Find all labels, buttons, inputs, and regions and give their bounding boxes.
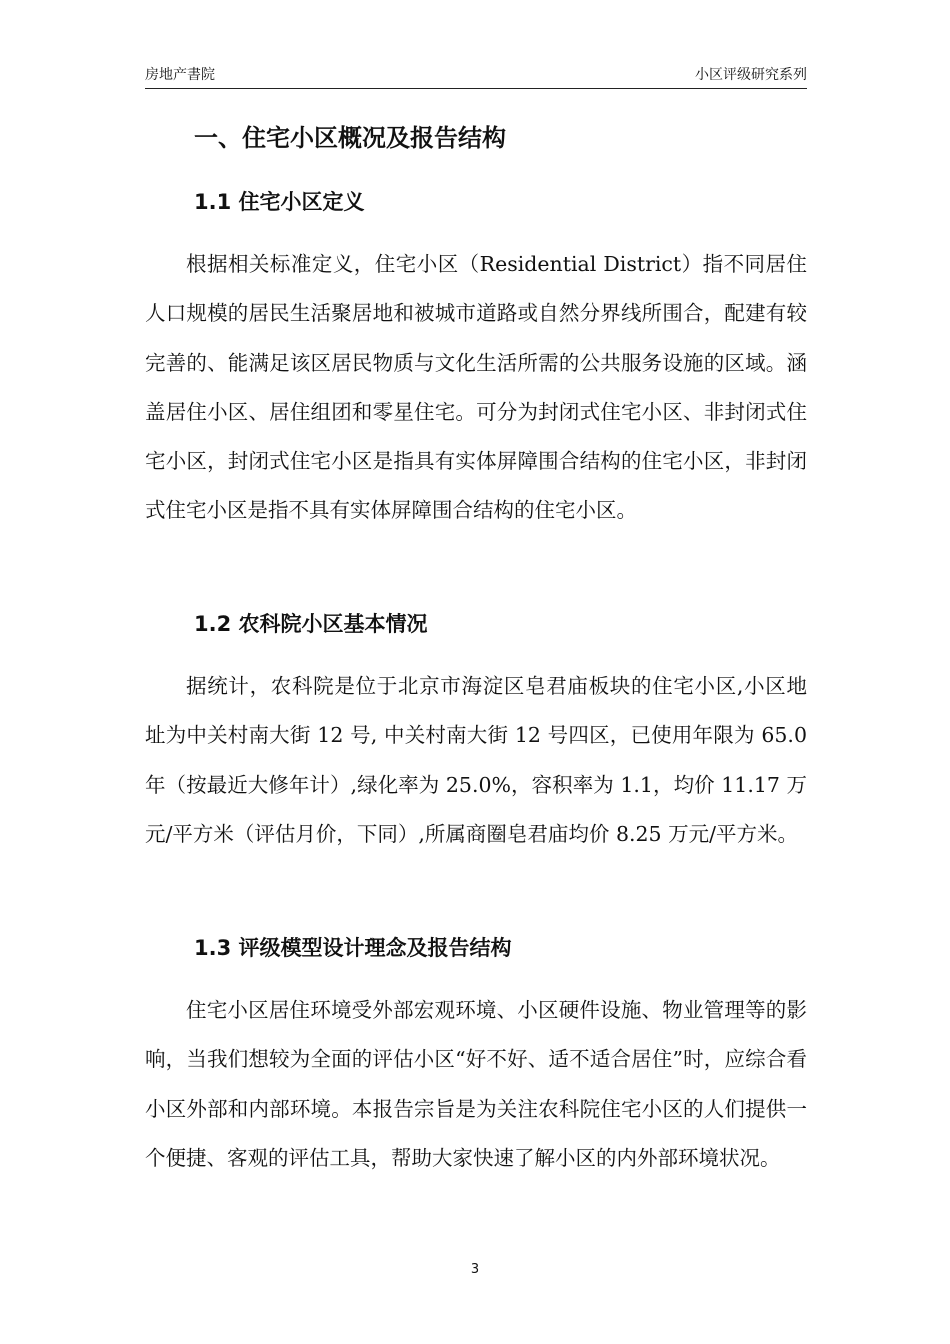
paragraph-1-1: 根据相关标准定义，住宅小区（Residential District）指不同居住人口规模的居民生活聚居地和被城市道路或自然分界线所围合，配建有较完善的、能满足该区居民物质与文化生活所需的公共服务设施的区域。涵盖居住小区、居住组团和零星住宅。可分为封闭式住宅小区、非封闭式住宅小区，封闭式住宅小区是指具有实体屏障围合结构的住宅小区，非封闭式住宅小区是指不具有实体屏障围合结构的住宅小区。 (145, 252, 807, 523)
subsection-heading-1-1: 1.1 住宅小区定义 (194, 190, 365, 214)
subsection-heading-1-2: 1.2 农科院小区基本情况 (194, 612, 428, 636)
paragraph-1-3: 住宅小区居住环境受外部宏观环境、小区硬件设施、物业管理等的影响，当我们想较为全面的评估小区“好不好、适不适合居住”时，应综合看小区外部和内部环境。本报告宗旨是为关注农科院住宅小区的人们提供一个便捷、客观的评估工具，帮助大家快速了解小区的内外部环境状况。 (145, 998, 807, 1170)
header-right-title: 小区评级研究系列 (695, 67, 807, 83)
page-number: 3 (470, 1262, 480, 1277)
header-left-title: 房地产書院 (145, 67, 215, 83)
subsection-heading-1-3: 1.3 评级模型设计理念及报告结构 (194, 936, 512, 960)
section-heading: 一、住宅小区概况及报告结构 (194, 124, 506, 152)
paragraph-1-2: 据统计，农科院是位于北京市海淀区皂君庙板块的住宅小区,小区地址为中关村南大街 12 号, 中关村南大街 12 号四区，已使用年限为 65.0 年（按最近大修年计）,绿化率为 25.0%，容积率为 1.1，均价 11.17 万元/平方米（评估月价，下同）,所属商圈皂君庙均价 8.25 万元/平方米。 (145, 674, 807, 846)
page-header (145, 64, 807, 89)
